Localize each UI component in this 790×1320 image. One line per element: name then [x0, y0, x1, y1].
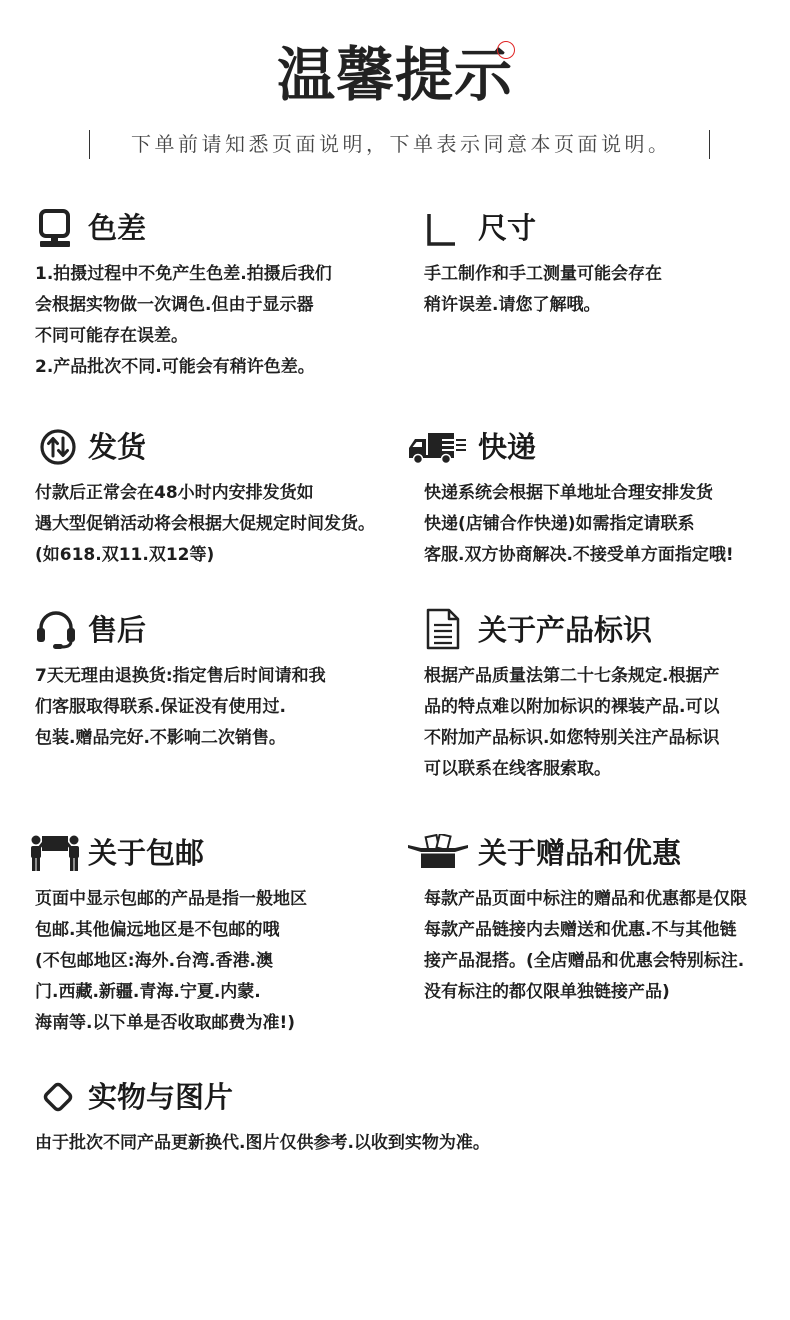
body-line: 们客服取得联系.保证没有使用过.	[35, 697, 286, 717]
body-line: 品的特点难以附加标识的裸装产品.可以	[424, 697, 720, 717]
body-line: 每款产品链接内去赠送和优惠.不与其他链	[424, 920, 737, 940]
section-heading	[408, 208, 783, 248]
body-line: 包装.赠品完好.不影响二次销售。	[35, 728, 286, 748]
section-body	[30, 661, 400, 754]
subtitle-bar	[89, 130, 710, 159]
section-heading	[408, 833, 783, 873]
section-heading-text: 色差	[88, 211, 147, 245]
section-after-sales	[30, 610, 400, 754]
section-courier	[408, 427, 783, 571]
section-heading	[30, 208, 400, 248]
body-line: 每款产品页面中标注的赠品和优惠都是仅限	[424, 889, 747, 909]
section-body	[30, 478, 400, 571]
section-heading	[408, 427, 783, 467]
section-body	[408, 478, 783, 571]
body-line: 由于批次不同产品更新换代.图片仅供参考.以收到实物为准。	[35, 1133, 490, 1153]
body-line: 可以联系在线客服索取。	[424, 759, 611, 779]
section-heading-text: 关于包邮	[88, 836, 205, 870]
section-color-difference	[30, 208, 400, 383]
section-heading-text: 实物与图片	[88, 1080, 234, 1114]
body-line: 付款后正常会在48小时内安排发货如	[35, 483, 314, 503]
section-heading-text: 售后	[88, 613, 147, 647]
exchange-arrows-icon	[38, 427, 78, 467]
body-line: 快递系统会根据下单地址合理安排发货	[424, 483, 713, 503]
section-product-label	[408, 610, 783, 785]
ruler-corner-icon	[425, 208, 457, 248]
delivery-truck-icon	[408, 430, 468, 466]
body-line: 7天无理由退换货:指定售后时间请和我	[35, 666, 326, 686]
body-line: 不同可能存在误差。	[35, 326, 188, 346]
body-line: 海南等.以下单是否收取邮费为准!)	[35, 1013, 295, 1033]
body-line: 手工制作和手工测量可能会存在	[424, 264, 662, 284]
section-body	[30, 259, 400, 383]
section-body	[408, 259, 783, 321]
body-line: 快递(店铺合作快递)如需指定请联系	[424, 514, 695, 534]
body-line: (如618.双11.双12等)	[35, 545, 215, 565]
body-line: (不包邮地区:海外.台湾.香港.澳	[35, 951, 273, 971]
section-free-shipping	[30, 833, 400, 1039]
body-line: 包邮.其他偏远地区是不包邮的哦	[35, 920, 280, 940]
section-body	[408, 661, 783, 785]
body-line: 遇大型促销活动将会根据大促规定时间发货。	[35, 514, 375, 534]
gift-box-icon	[408, 834, 468, 870]
section-heading-text: 快递	[478, 430, 537, 464]
section-body	[30, 884, 400, 1039]
body-line: 没有标注的都仅限单独链接产品)	[424, 982, 670, 1002]
page-title: 温馨提示	[276, 41, 513, 109]
section-heading	[30, 833, 400, 873]
section-body	[30, 1128, 490, 1159]
section-heading-text: 关于产品标识	[478, 613, 653, 647]
body-line: 页面中显示包邮的产品是指一般地区	[35, 889, 307, 909]
section-size	[408, 208, 783, 321]
diamond-icon	[40, 1079, 76, 1115]
body-line: 会根据实物做一次调色.但由于显示器	[35, 295, 314, 315]
monitor-icon	[37, 209, 73, 249]
section-shipping	[30, 427, 400, 571]
section-heading-text: 关于赠品和优惠	[478, 836, 682, 870]
body-line: 客服.双方协商解决.不接受单方面指定哦!	[424, 545, 734, 565]
body-line: 1.拍摄过程中不免产生色差.拍摄后我们	[35, 264, 332, 284]
section-gifts-promotions	[408, 833, 783, 1008]
section-heading	[408, 610, 783, 650]
document-icon	[425, 607, 461, 651]
section-heading	[30, 427, 400, 467]
body-line: 稍许误差.请您了解哦。	[424, 295, 601, 315]
section-body	[408, 884, 783, 1008]
section-heading-text: 尺寸	[478, 211, 537, 245]
section-heading	[30, 1077, 400, 1117]
body-line: 2.产品批次不同.可能会有稍许色差。	[35, 357, 315, 377]
body-line: 门.西藏.新疆.青海.宁夏.内蒙.	[35, 982, 261, 1002]
red-circle-accent	[497, 41, 515, 59]
body-line: 不附加产品标识.如您特别关注产品标识	[424, 728, 720, 748]
body-line: 根据产品质量法第二十七条规定.根据产	[424, 666, 720, 686]
body-line: 接产品混搭。(全店赠品和优惠会特别标注.	[424, 951, 745, 971]
carry-box-icon	[30, 833, 80, 873]
section-actual-product-photos	[30, 1077, 490, 1159]
headset-icon	[35, 609, 77, 651]
section-heading-text: 发货	[88, 430, 147, 464]
subtitle: 下单前请知悉页面说明，下单表示同意本页面说明。	[131, 132, 672, 156]
section-heading	[30, 610, 400, 650]
